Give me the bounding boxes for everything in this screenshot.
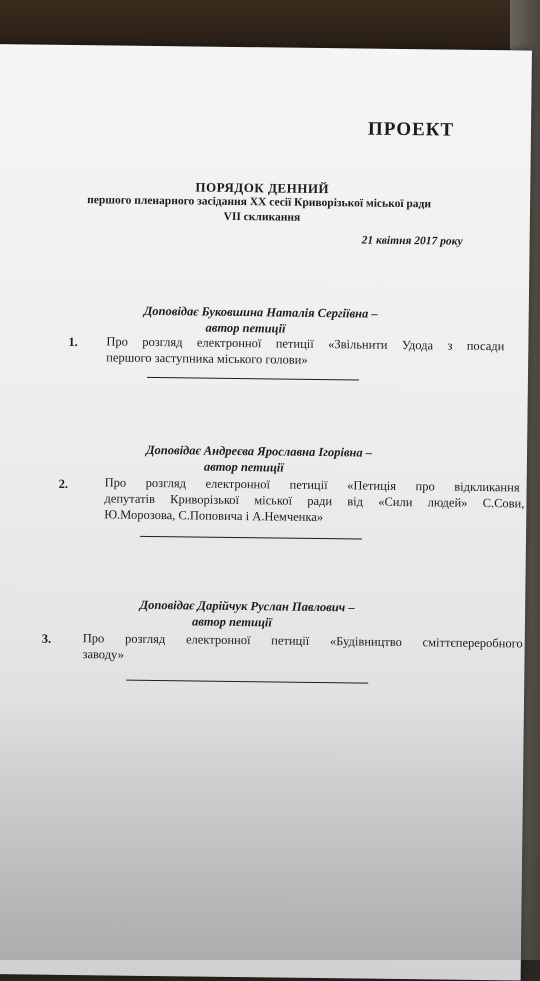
- item-1-separator: [147, 377, 359, 381]
- item-1-text-line1: Про розгляд електронної петиції «Звільнити Удода з посади: [106, 334, 505, 354]
- item-2-role: автор петиції: [203, 459, 284, 475]
- item-1-number: 1.: [68, 334, 78, 350]
- draft-stamp: ПРОЕКТ: [367, 118, 455, 141]
- document-page: [0, 44, 532, 981]
- item-3-separator: [126, 680, 368, 684]
- item-3-text-line1: Про розгляд електронної петиції «Будівництво сміттєпереробного: [82, 631, 523, 651]
- item-2-text-line3: Ю.Морозова, С.Поповича і А.Немченка»: [104, 507, 324, 525]
- agenda-title: ПОРЯДОК ДЕННИЙ: [195, 179, 330, 197]
- item-3-role: автор петиції: [191, 614, 273, 630]
- convocation: VII скликання: [223, 210, 301, 224]
- item-2-separator: [140, 536, 362, 540]
- item-1-role: автор петиції: [205, 320, 286, 336]
- item-1-speaker: Доповідає Буковшина Наталія Сергіївна –: [143, 303, 378, 321]
- item-3-text-line2: заводу»: [82, 647, 125, 662]
- item-1-text-line2: першого заступника міського голови»: [106, 350, 308, 367]
- item-2-speaker: Доповідає Андреєва Ярославна Ігорівна –: [145, 442, 373, 460]
- item-3-speaker: Доповідає Дарійчук Руслан Павлович –: [139, 597, 355, 615]
- item-2-text-line2: депутатів Криворізької міської ради від «Сили людей» С.Сови,: [104, 491, 525, 511]
- item-2-text-line1: Про розгляд електронної петиції «Петиція про відкликання: [104, 475, 520, 495]
- agenda-date: 21 квітня 2017 року: [361, 234, 463, 248]
- agenda-subtitle: першого пленарного засідання ХХ сесії Криворізької міської ради: [87, 194, 432, 211]
- item-3-number: 3.: [41, 631, 52, 646]
- item-2-number: 2.: [58, 476, 69, 491]
